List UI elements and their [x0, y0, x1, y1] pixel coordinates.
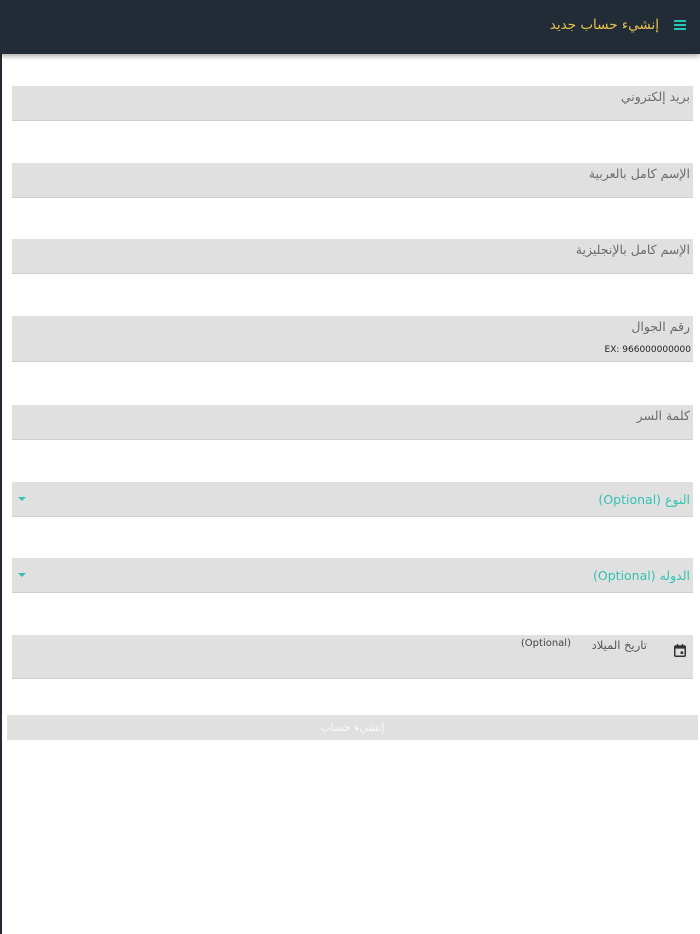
- name-english-label: الإسم كامل بالإنجليزية: [575, 242, 690, 257]
- birthdate-label: تاريخ الميلاد: [591, 638, 647, 652]
- app-bar: [0, 0, 700, 54]
- birthdate-hint: (Optional): [520, 638, 571, 649]
- country-select[interactable]: [12, 558, 693, 593]
- chevron-down-icon: [18, 497, 26, 501]
- birthdate-field[interactable]: [12, 635, 693, 679]
- create-account-button[interactable]: إنشيء حساب: [7, 715, 698, 740]
- phone-label: رقم الجوال: [631, 319, 690, 334]
- calendar-icon[interactable]: [674, 642, 686, 655]
- country-label: الدوله (Optional): [593, 568, 690, 583]
- phone-value: EX: 966000000000: [604, 345, 691, 355]
- phone-field[interactable]: [12, 316, 693, 362]
- name-arabic-field[interactable]: [12, 163, 693, 198]
- name-arabic-label: الإسم كامل بالعربية: [588, 166, 690, 181]
- menu-icon[interactable]: [674, 20, 686, 31]
- page-title: إنشيء حساب جديد: [549, 17, 659, 33]
- password-label: كلمة السر: [636, 408, 690, 423]
- gender-select[interactable]: [12, 482, 693, 517]
- email-field[interactable]: [12, 86, 693, 121]
- gender-label: النوع (Optional): [598, 492, 690, 507]
- name-english-field[interactable]: [12, 239, 693, 274]
- left-edge-border: [0, 0, 2, 934]
- password-field[interactable]: [12, 405, 693, 440]
- chevron-down-icon: [18, 573, 26, 577]
- email-label: بريد إلكتروني: [620, 89, 690, 104]
